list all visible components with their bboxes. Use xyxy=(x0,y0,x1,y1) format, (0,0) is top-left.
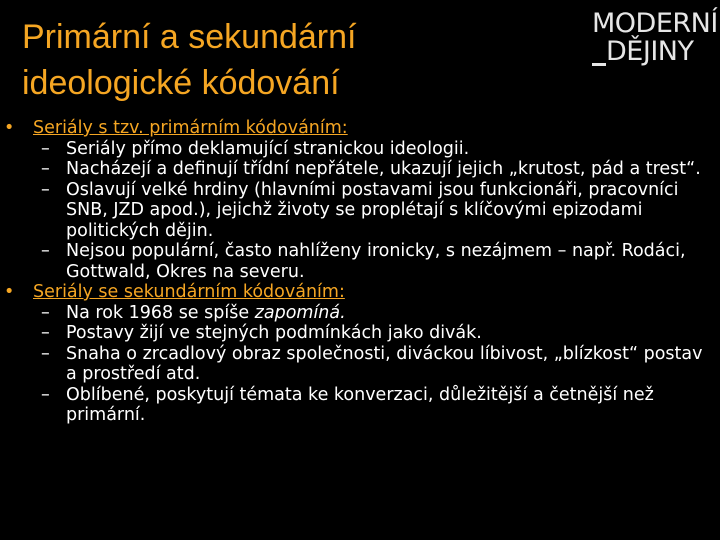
dash-bullet-icon: – xyxy=(41,241,50,261)
list-item-text: Oblíbené, poskytují témata ke konverzaci, důležitější a četnější než primární. xyxy=(66,384,654,425)
logo-underscore-mark xyxy=(592,63,606,66)
list-item-text: Snaha o zrcadlový obraz společnosti, diváckou líbivost, „blízkost“ postav a prostředí atd. xyxy=(66,343,703,384)
list-item-emphasis: zapomíná. xyxy=(254,302,346,323)
slide-title-line-1: Primární a sekundární xyxy=(22,18,357,56)
slide-body xyxy=(4,118,716,426)
dash-bullet-icon: – xyxy=(41,343,50,364)
list-item xyxy=(4,344,716,385)
dash-bullet-icon: – xyxy=(41,302,50,323)
list-item-text: Nacházejí a definují třídní nepřátele, ukazují jejich „krutost, pád a trest“. xyxy=(66,159,701,179)
dash-bullet-icon: – xyxy=(41,138,50,159)
list-item-text: Nejsou populární, často nahlíženy ironicky, s nezájmem – např. Rodáci, Gottwald, Okres na severu. xyxy=(66,241,686,282)
list-item xyxy=(4,241,716,282)
section-heading-secondary xyxy=(4,282,716,303)
logo-line-2: DĚJINY xyxy=(606,36,694,67)
section-heading-label: Seriály s tzv. primárním kódováním: xyxy=(33,118,348,138)
list-item xyxy=(4,159,716,180)
slide-title xyxy=(22,14,357,106)
list-item xyxy=(4,139,716,160)
bullet-dot-icon: • xyxy=(4,282,15,302)
list-item xyxy=(4,303,716,324)
list-item xyxy=(4,385,716,426)
list-item-text: Oslavují velké hrdiny (hlavními postavami jsou funkcionáři, pracovníci SNB, JZD apod.), jejichž životy se proplétají s klíčovými epizodami politických dějin. xyxy=(66,179,679,241)
dash-bullet-icon: – xyxy=(41,179,50,200)
moderni-dejiny-logo xyxy=(592,10,716,72)
section-heading-label: Seriály se sekundárním kódováním: xyxy=(33,282,345,302)
dash-bullet-icon: – xyxy=(41,159,50,179)
list-item-text: Postavy žijí ve stejných podmínkách jako divák. xyxy=(66,323,482,343)
slide-title-line-2: ideologické kódování xyxy=(22,64,340,102)
section-heading-primary xyxy=(4,118,716,139)
dash-bullet-icon: – xyxy=(41,384,50,405)
list-item xyxy=(4,323,716,344)
dash-bullet-icon: – xyxy=(41,323,50,343)
list-item xyxy=(4,180,716,242)
bullet-dot-icon: • xyxy=(4,118,15,138)
logo-line-1: MODERNÍ xyxy=(592,8,718,39)
list-item-text: Na rok 1968 se spíše xyxy=(66,302,255,323)
list-item-text: Seriály přímo deklamující stranickou ideologii. xyxy=(66,138,470,159)
